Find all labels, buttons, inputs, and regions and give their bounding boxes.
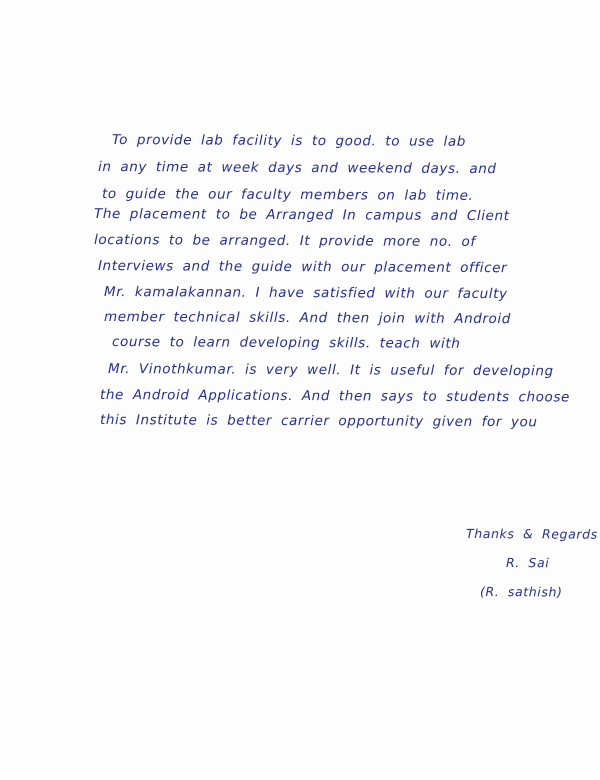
- signer-name: (R. sathish): [479, 584, 563, 600]
- text-line: Mr. Vinothkumar. is very well. It is useful for developing: [107, 361, 554, 380]
- text-line: to guide the our faculty members on lab time.: [101, 186, 474, 204]
- text-line: To provide lab facility is to good. to use lab: [111, 132, 467, 150]
- text-line: locations to be arranged. It provide more no. of: [93, 232, 476, 250]
- closing: Thanks & Regards: [465, 526, 598, 542]
- text-line: Interviews and the guide with our placement officer: [97, 258, 508, 277]
- text-line: in any time at week days and weekend days. and: [97, 159, 497, 178]
- text-line: The placement to be Arranged In campus and Client: [93, 206, 510, 225]
- text-line: course to learn developing skills. teach with: [111, 334, 461, 352]
- text-line: this Institute is better carrier opportunity given for you: [99, 412, 538, 431]
- text-line: Mr. kamalakannan. I have satisfied with our faculty: [103, 284, 508, 303]
- signature: R. Sai: [505, 555, 550, 571]
- text-line: the Android Applications. And then says to students choose: [99, 387, 571, 406]
- text-line: member technical skills. And then join with Android: [103, 309, 511, 328]
